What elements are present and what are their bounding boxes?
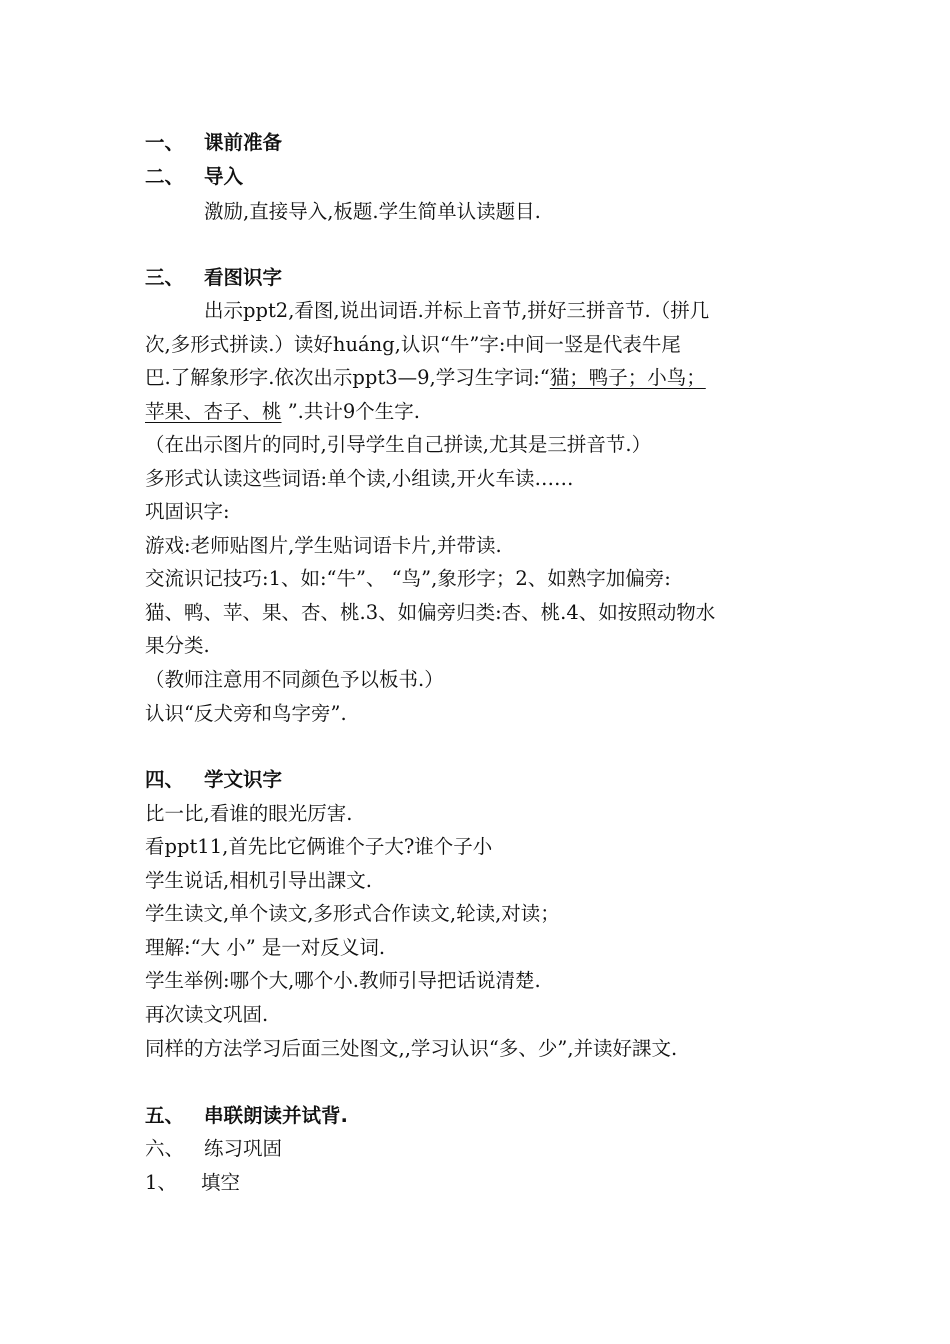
paragraph-line: 出示ppt2,看图,说出词语.并标上音节,拼好三拼音节.（拼几: [204, 299, 710, 322]
heading-number: 五、: [145, 1104, 185, 1127]
heading-text-study: [145, 766, 282, 794]
heading-title: 导入: [204, 165, 244, 188]
paragraph-line: 巩固识字:: [145, 500, 230, 523]
heading-number: 六、: [145, 1137, 185, 1160]
heading-practice: [145, 1135, 282, 1163]
underlined-words: 猫；鸭子；小鸟；: [549, 366, 706, 389]
heading-number: 二、: [145, 165, 185, 188]
heading-number: 一、: [145, 131, 185, 154]
heading-read-aloud: [145, 1102, 348, 1130]
heading-title: 课前准备: [204, 131, 283, 154]
paragraph-line: [145, 364, 706, 392]
paragraph-line: 理解:“大 小” 是一对反义词.: [145, 936, 386, 959]
heading-picture-literacy: [145, 264, 282, 292]
heading-title: 练习巩固: [204, 1137, 283, 1160]
underlined-words: 苹果、杏子、桃: [145, 400, 282, 423]
paragraph-line: 次,多形式拼读.）读好huáng,认识“牛”字:中间一竖是代表牛尾: [145, 333, 681, 356]
subheading-title: 填空: [201, 1171, 241, 1194]
paragraph-line: 果分类.: [145, 634, 210, 657]
intro-text: 激励,直接导入,板题.学生简单认读题目.: [204, 200, 541, 223]
paragraph-line: 猫、鸭、苹、果、杏、桃.3、如偏旁归类:杏、桃.4、如按照动物水: [145, 601, 716, 624]
paragraph-text: 巴.了解象形字.依次出示ppt3—9,学习生字词:“: [145, 366, 550, 389]
heading-number: 四、: [145, 768, 185, 791]
heading-title: 学文识字: [204, 768, 283, 791]
paragraph-line: [145, 398, 420, 426]
heading-intro: [145, 163, 243, 191]
paragraph-line: 游戏:老师贴图片,学生贴词语卡片,并带读.: [145, 534, 502, 557]
paragraph-line: 学生说话,相机引导出課文.: [145, 869, 372, 892]
subheading-fill-blank: [145, 1169, 240, 1197]
teacher-note: （教师注意用不同颜色予以板书.）: [145, 668, 444, 691]
paragraph-line: 同样的方法学习后面三处图文,,学习认识“多、少”,并读好課文.: [145, 1037, 678, 1060]
paragraph-line: 交流识记技巧:1、如:“牛”、 “鸟”,象形字；2、如熟字加偏旁:: [145, 567, 671, 590]
paragraph-line: 多形式认读这些词语:单个读,小组读,开火车读……: [145, 467, 574, 490]
subheading-number: 1、: [145, 1171, 177, 1194]
paragraph-line: 学生读文,单个读文,多形式合作读文,轮读,对读；: [145, 902, 560, 925]
teacher-note: （在出示图片的同时,引导学生自己拼读,尤其是三拼音节.）: [145, 433, 652, 456]
paragraph-line: 学生举例:哪个大,哪个小.教师引导把话说清楚.: [145, 969, 541, 992]
heading-prep: [145, 129, 282, 157]
heading-title: 串联朗读并试背.: [204, 1104, 348, 1127]
paragraph-line: 看ppt11,首先比它俩谁个子大?谁个子小: [145, 835, 493, 858]
heading-number: 三、: [145, 266, 185, 289]
paragraph-line: 再次读文巩固.: [145, 1003, 269, 1026]
paragraph-text: ”.共计9个生字.: [281, 400, 420, 423]
heading-title: 看图识字: [204, 266, 283, 289]
paragraph-line: 比一比,看谁的眼光厉害.: [145, 802, 353, 825]
paragraph-line: 认识“反犬旁和鸟字旁”.: [145, 702, 347, 725]
